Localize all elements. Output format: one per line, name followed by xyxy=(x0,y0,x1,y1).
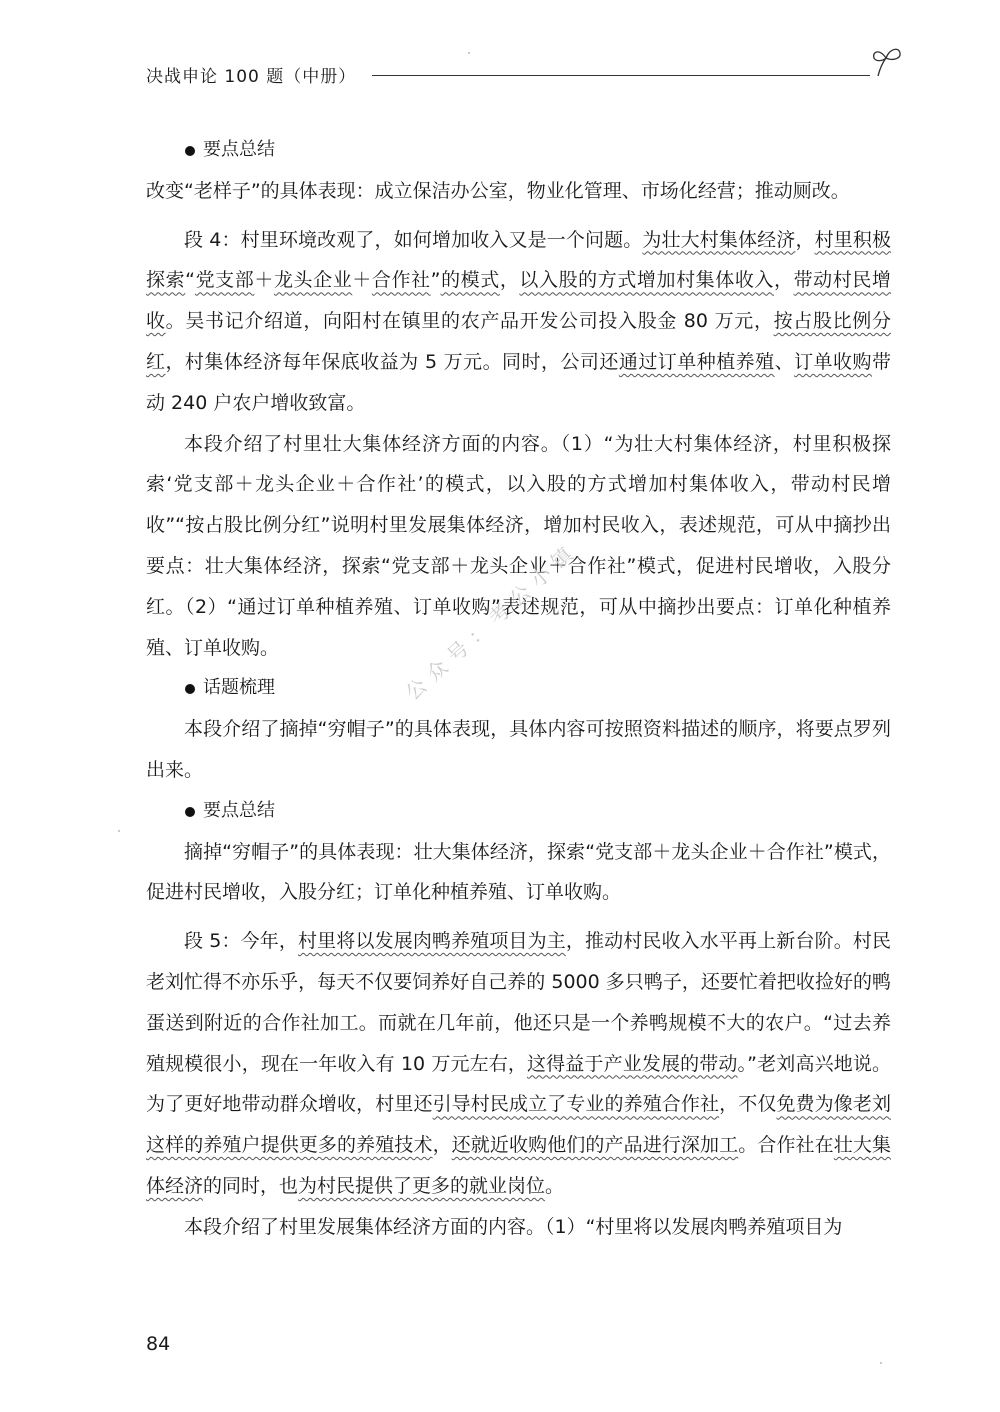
sprout-icon xyxy=(868,42,904,82)
underlined-phrase: 按占股比例分红 xyxy=(146,310,891,373)
body-paragraph xyxy=(146,709,891,791)
text-run: 。 xyxy=(545,1174,565,1197)
underlined-phrase: 免费为像老刘这样的养殖户提供更多的养殖技术 xyxy=(146,1093,891,1157)
bullet-icon xyxy=(185,146,195,156)
text-run: ， xyxy=(795,228,815,251)
body-paragraph xyxy=(146,921,891,1207)
text-run: ，推动村民收入水平再上新台阶。村民老刘忙得不亦乐乎，每天不仅要饲养好自己养的 5000 多只鸭子，还要忙着把收捡好的鸭蛋送到附近的合作社加工。而就在几年前，他还只是一个养鸭规模不大的农户。“过去养殖规模很小，现在一年收入有 10 万元左右， xyxy=(146,930,891,1075)
underlined-phrase: 订单收购 xyxy=(794,350,872,373)
underlined-phrase: 村里积极探索 xyxy=(146,228,891,292)
underlined-phrase: 合作社 xyxy=(371,269,431,292)
header-rule xyxy=(372,75,870,76)
text-run: 、 xyxy=(774,350,795,373)
text-run: 本段介绍了村里发展集体经济方面的内容。（1）“村里将以发展肉鸭养殖项目为 xyxy=(184,1215,843,1238)
underlined-phrase: 党支部 xyxy=(195,269,255,292)
underlined-phrase: 村里将以发展肉鸭养殖项目为主 xyxy=(298,930,566,953)
text-run: ＋ xyxy=(352,269,372,292)
scan-speck xyxy=(118,830,120,832)
section-heading xyxy=(146,668,891,709)
running-header xyxy=(146,62,896,92)
underlined-phrase: 龙头企业 xyxy=(273,269,353,292)
text-run: 本段介绍了村里壮大集体经济方面的内容。（1）“为壮大村集体经济，村里积极探索‘党支部＋龙头企业＋合作社’的模式，以入股的方式增加村集体收入，带动村民增收”“按占股比例分红”说明村里发展集体经济，增加村民收入，表述规范，可从中摘抄出要点：壮大集体经济，探索“党支部＋龙头企业＋合作社”模式，促进村民增收，入股分红。（2）“通过订单种植养殖、订单收购”表述规范，可从中摘抄出要点：订单化种植养殖、订单收购。 xyxy=(146,432,891,659)
book-title: 决战申论 100 题（中册） xyxy=(146,67,357,87)
text-run: ，不仅 xyxy=(719,1093,777,1116)
text-run: 本段介绍了摘掉“穷帽子”的具体表现，具体内容可按照资料描述的顺序，将要点罗列出来。 xyxy=(146,718,891,781)
underlined-phrase: 这得益于产业发展的带动 xyxy=(527,1052,738,1075)
text-run: 段 4：村里环境改观了，如何增加收入又是一个问题。 xyxy=(184,228,643,251)
section-heading-text: 要点总结 xyxy=(203,139,275,160)
text-run: 的同时，也 xyxy=(203,1174,299,1197)
text-run: 改变“老样子”的具体表现：成立保洁办公室，物业化管理、市场化经营；推动厕改。 xyxy=(146,179,850,202)
section-heading xyxy=(146,791,891,832)
section-heading-text: 话题梳理 xyxy=(203,677,275,699)
scan-speck xyxy=(468,52,470,54)
text-run: 。”老刘高兴地说。为了更好地带动群众增收，村里还 xyxy=(146,1052,891,1116)
text-run: 带动 240 户农户增收致富。 xyxy=(146,350,891,414)
bullet-icon xyxy=(185,807,195,817)
text-run: ， xyxy=(774,269,794,292)
text-run: ， xyxy=(432,1134,452,1157)
text-run: 摘掉“穷帽子”的具体表现：壮大集体经济，探索“党支部＋龙头企业＋合作社”模式，促进村民增收，入股分红；订单化种植养殖、订单收购。 xyxy=(146,840,891,904)
page-body xyxy=(146,130,891,1248)
text-run: 。吴书记介绍道，向阳村在镇里的农产品开发公司投入股金 80 万元， xyxy=(165,310,774,333)
underlined-phrase: 引导村民成立了专业的养殖合作社 xyxy=(432,1093,720,1116)
underlined-phrase: 带动村民增收 xyxy=(146,269,891,333)
page-number: 84 xyxy=(146,1333,171,1355)
underlined-phrase: 为村民提供了更多的就业岗位 xyxy=(298,1174,546,1197)
text-run: “ xyxy=(185,269,196,292)
underlined-phrase: 为壮大村集体经济 xyxy=(642,228,796,251)
body-paragraph xyxy=(146,220,891,424)
paragraph-gap xyxy=(146,913,891,921)
text-run: 段 5：今年， xyxy=(184,930,299,953)
scan-speck xyxy=(880,1362,882,1364)
watermark: 公众号：考公小镇 xyxy=(400,537,584,705)
section-heading-text: 要点总结 xyxy=(203,799,275,821)
text-run: ” xyxy=(430,269,441,292)
underlined-phrase: 通过订单种植养殖 xyxy=(618,350,775,373)
underlined-phrase: 壮大集体经济 xyxy=(146,1134,891,1197)
section-heading xyxy=(146,130,891,171)
paragraph-gap xyxy=(146,212,891,220)
underlined-phrase: 的模式 xyxy=(440,269,500,292)
body-paragraph xyxy=(146,1207,891,1248)
body-paragraph xyxy=(146,424,891,669)
underlined-phrase: 以入股的方式增加村集体收入 xyxy=(519,269,774,292)
body-paragraph xyxy=(146,832,891,914)
text-run: ， xyxy=(499,269,520,292)
text-run: ＋ xyxy=(254,269,274,292)
text-run: 。合作社在 xyxy=(738,1134,834,1157)
underlined-phrase: 还就近收购他们的产品进行深加工 xyxy=(451,1134,739,1157)
body-paragraph xyxy=(146,171,891,212)
text-run: ，村集体经济每年保底收益为 5 万元。同时，公司还 xyxy=(165,350,619,373)
